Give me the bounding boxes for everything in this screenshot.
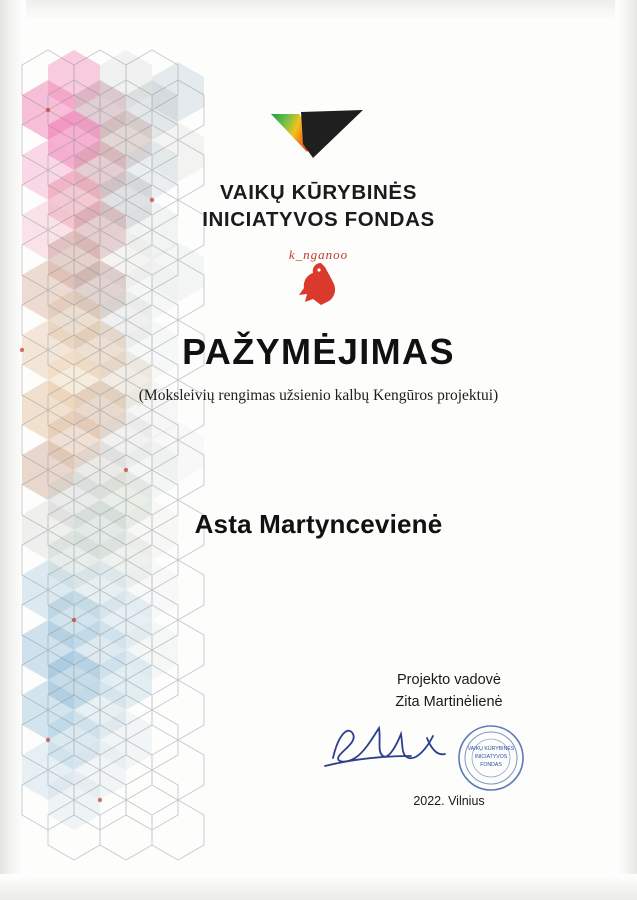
scan-edge-bottom <box>0 874 637 900</box>
handwritten-signature-icon <box>325 728 445 766</box>
signature-block <box>319 672 579 808</box>
signer-role: Projekto vadovė <box>397 672 501 688</box>
checkmark-bird-logo-icon <box>263 108 375 160</box>
organization-name-line2: INICIATYVOS FONDAS <box>202 208 435 232</box>
signature-graphic <box>319 714 579 792</box>
recipient-name: Asta Martyncevienė <box>194 509 443 540</box>
organization-name-line1: VAIKŲ KŪRYBINĖS <box>220 181 417 204</box>
signer-name: Zita Martinėlienė <box>395 694 503 710</box>
place-and-date: 2022. Vilnius <box>413 794 485 808</box>
page-title: PAŽYMĖJIMAS <box>182 331 455 373</box>
stamp-text-bottom: FONDAS <box>480 762 502 768</box>
organization-name <box>0 179 637 233</box>
certificate-subtitle: (Moksleivių rengimas užsienio kalbų Kengūros projektui) <box>138 387 499 405</box>
sponsor-wordmark: k_nganoo <box>288 247 349 263</box>
kangaroo-mascot-icon <box>291 261 347 307</box>
stamp-text-middle: INICIATYVOS <box>474 754 508 760</box>
round-stamp-icon <box>459 726 523 790</box>
sponsor-block <box>0 247 637 313</box>
stamp-text-top: VAIKŲ KŪRYBINĖS <box>467 746 515 752</box>
